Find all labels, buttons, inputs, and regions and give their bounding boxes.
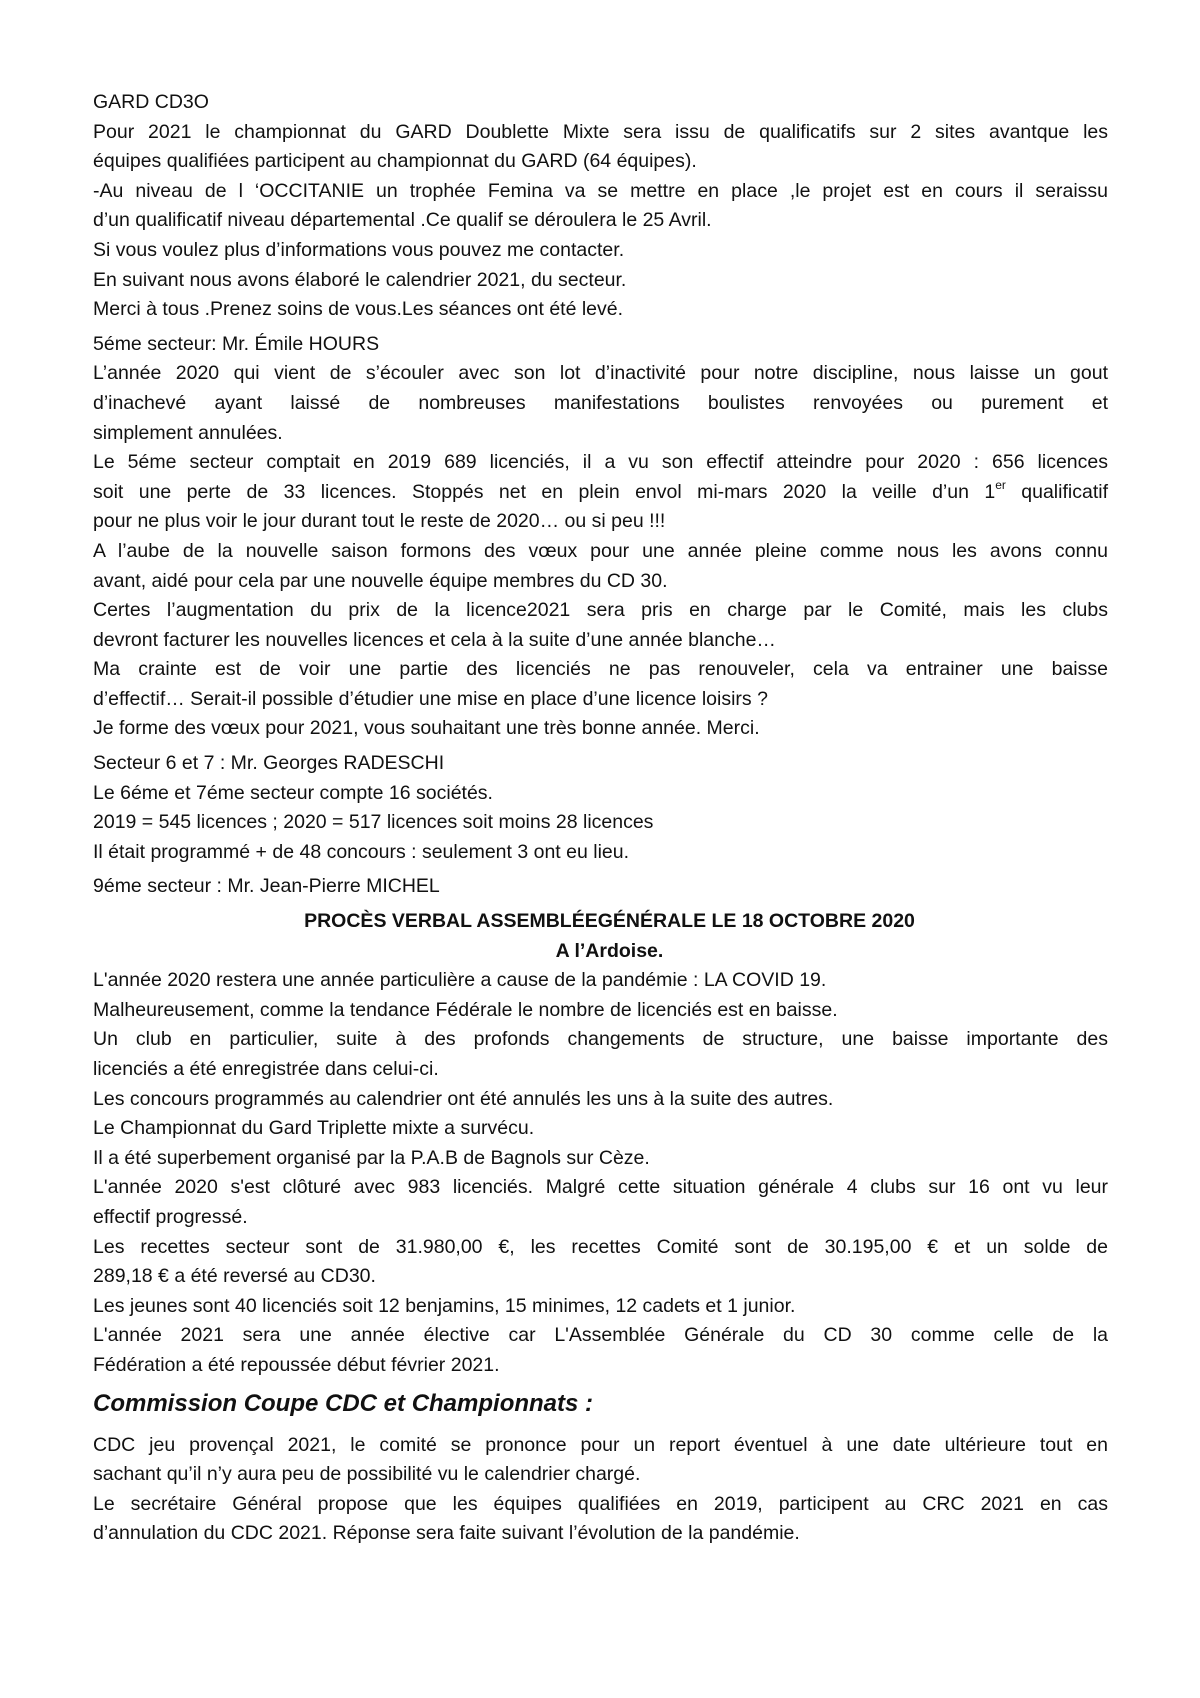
minutes-line: L'année 2020 restera une année particulière a cause de la pandémie : LA COVID 19. [93,969,827,992]
sector-5-line: avant, aidé pour cela par une nouvelle équipe membres du CD 30. [93,569,668,592]
sector-5-line: Ma crainte est de voir une partie des licenciés ne pas renouveler, cela va entrainer une baisse [93,658,1108,681]
sector-5-line [93,478,1108,508]
gard-paragraph-line: Merci à tous .Prenez soins de vous.Les séances ont été levé. [93,298,624,321]
sector-5-line: d’inachevé ayant laissé de nombreuses manifestations boulistes renvoyées ou purement et [93,391,1108,414]
sector-6-7-line: Le 6éme et 7éme secteur compte 16 sociétés. [93,781,493,804]
cdc-line: CDC jeu provençal 2021, le comité se prononce pour un report éventuel à une date ultérieure tout en [93,1433,1108,1456]
sector-5-line: A l’aube de la nouvelle saison formons des vœux pour une année pleine comme nous les avons connu [93,539,1108,562]
gard-heading: GARD CD3O [93,91,209,113]
cdc-line: Le secrétaire Général propose que les équipes qualifiées en 2019, participent au CRC 2021 en cas [93,1492,1108,1515]
minutes-line: Fédération a été repoussée début février 2021. [93,1353,500,1376]
minutes-subtitle: A l’Ardoise. [555,939,664,962]
sector-9-heading: 9éme secteur : Mr. Jean-Pierre MICHEL [93,875,440,898]
minutes-line: L'année 2020 s'est clôturé avec 983 licenciés. Malgré cette situation générale 4 clubs sur 16 ont vu leur [93,1176,1108,1199]
minutes-line: Un club en particulier, suite à des profonds changements de structure, une baisse importante des [93,1028,1108,1051]
gard-paragraph-line: En suivant nous avons élaboré le calendrier 2021, du secteur. [93,268,627,291]
sector-5-line: L’année 2020 qui vient de s’écouler avec son lot d’inactivité pour notre discipline, nous laisse un gout [93,362,1108,385]
sector-5-heading: 5éme secteur: Mr. Émile HOURS [93,332,380,355]
superscript-er: er [995,477,1006,492]
sector-6-7-line: 2019 = 545 licences ; 2020 = 517 licences soit moins 28 licences [93,811,654,834]
sector-6-7-heading: Secteur 6 et 7 : Mr. Georges RADESCHI [93,752,445,775]
cdc-commission-section [93,1431,1108,1549]
minutes-line: Les jeunes sont 40 licenciés soit 12 benjamins, 15 minimes, 12 cadets et 1 junior. [93,1294,796,1317]
minutes-line: licenciés a été enregistrée dans celui-ci. [93,1058,439,1080]
cdc-commission-heading: Commission Coupe CDC et Championnats : [93,1389,594,1417]
sector-6-7-line: Il était programmé + de 48 concours : seulement 3 ont eu lieu. [93,840,630,863]
sector-5-line: simplement annulées. [93,421,283,444]
gard-paragraph-line: équipes qualifiées participent au championnat du GARD (64 équipes). [93,150,697,173]
gard-paragraph-line: d’un qualificatif niveau départemental .Ce qualif se déroulera le 25 Avril. [93,209,712,232]
sector-5-line: devront facturer les nouvelles licences et cela à la suite d’une année blanche… [93,628,776,651]
cdc-line: sachant qu’il n’y aura peu de possibilité vu le calendrier chargé. [93,1463,641,1486]
sector-5-line: Certes l’augmentation du prix de la licence2021 sera pris en charge par le Comité, mais les clubs [93,599,1108,622]
gard-cd30-section [93,88,1108,325]
gard-paragraph-line: Pour 2021 le championnat du GARD Doublette Mixte sera issu de qualificatifs sur 2 sites avantque les [93,120,1108,143]
minutes-title: PROCÈS VERBAL ASSEMBLÉEGÉNÉRALE LE 18 OCTOBRE 2020 [304,910,915,933]
sector-5-line: Le 5éme secteur comptait en 2019 689 licenciés, il a vu son effectif atteindre pour 2020 : 656 licences [93,451,1108,474]
minutes-line: 289,18 € a été reversé au CD30. [93,1265,376,1288]
sector-6-7-section [93,749,1108,867]
sector-5-line: Je forme des vœux pour 2021, vous souhaitant une très bonne année. Merci. [93,717,760,740]
sector-5-line-text: soit une perte de 33 licences. Stoppés net en plein envol mi-mars 2020 la veille d’un 1 [93,480,996,503]
sector-5-section [93,330,1108,744]
gard-paragraph-line: Si vous voulez plus d’informations vous pouvez me contacter. [93,238,625,261]
minutes-line: Les recettes secteur sont de 31.980,00 €, les recettes Comité sont de 30.195,00 € et un solde de [93,1235,1108,1258]
minutes-line: Il a été superbement organisé par la P.A.B de Bagnols sur Cèze. [93,1146,650,1169]
minutes-line: Le Championnat du Gard Triplette mixte a survécu. [93,1117,535,1140]
gard-paragraph-line: -Au niveau de l ‘OCCITANIE un trophée Femina va se mettre en place ,le projet est en cours il seraissu [93,179,1108,202]
minutes-line: Les concours programmés au calendrier ont été annulés les uns à la suite des autres. [93,1087,834,1110]
minutes-line: Malheureusement, comme la tendance Fédérale le nombre de licenciés est en baisse. [93,998,838,1021]
sector-9-section [93,872,1108,902]
minutes-line: effectif progressé. [93,1205,248,1228]
sector-5-line-text: qualificatif [1005,480,1108,503]
minutes-line: L'année 2021 sera une année élective car L'Assemblée Générale du CD 30 comme celle de la [93,1324,1108,1347]
sector-5-line: d’effectif… Serait-il possible d’étudier une mise en place d’une licence loisirs ? [93,687,768,710]
cdc-line: d’annulation du CDC 2021. Réponse sera faite suivant l’évolution de la pandémie. [93,1522,800,1545]
sector-5-line: pour ne plus voir le jour durant tout le reste de 2020… ou si peu !!! [93,510,666,533]
general-assembly-minutes-section [93,907,1108,1381]
